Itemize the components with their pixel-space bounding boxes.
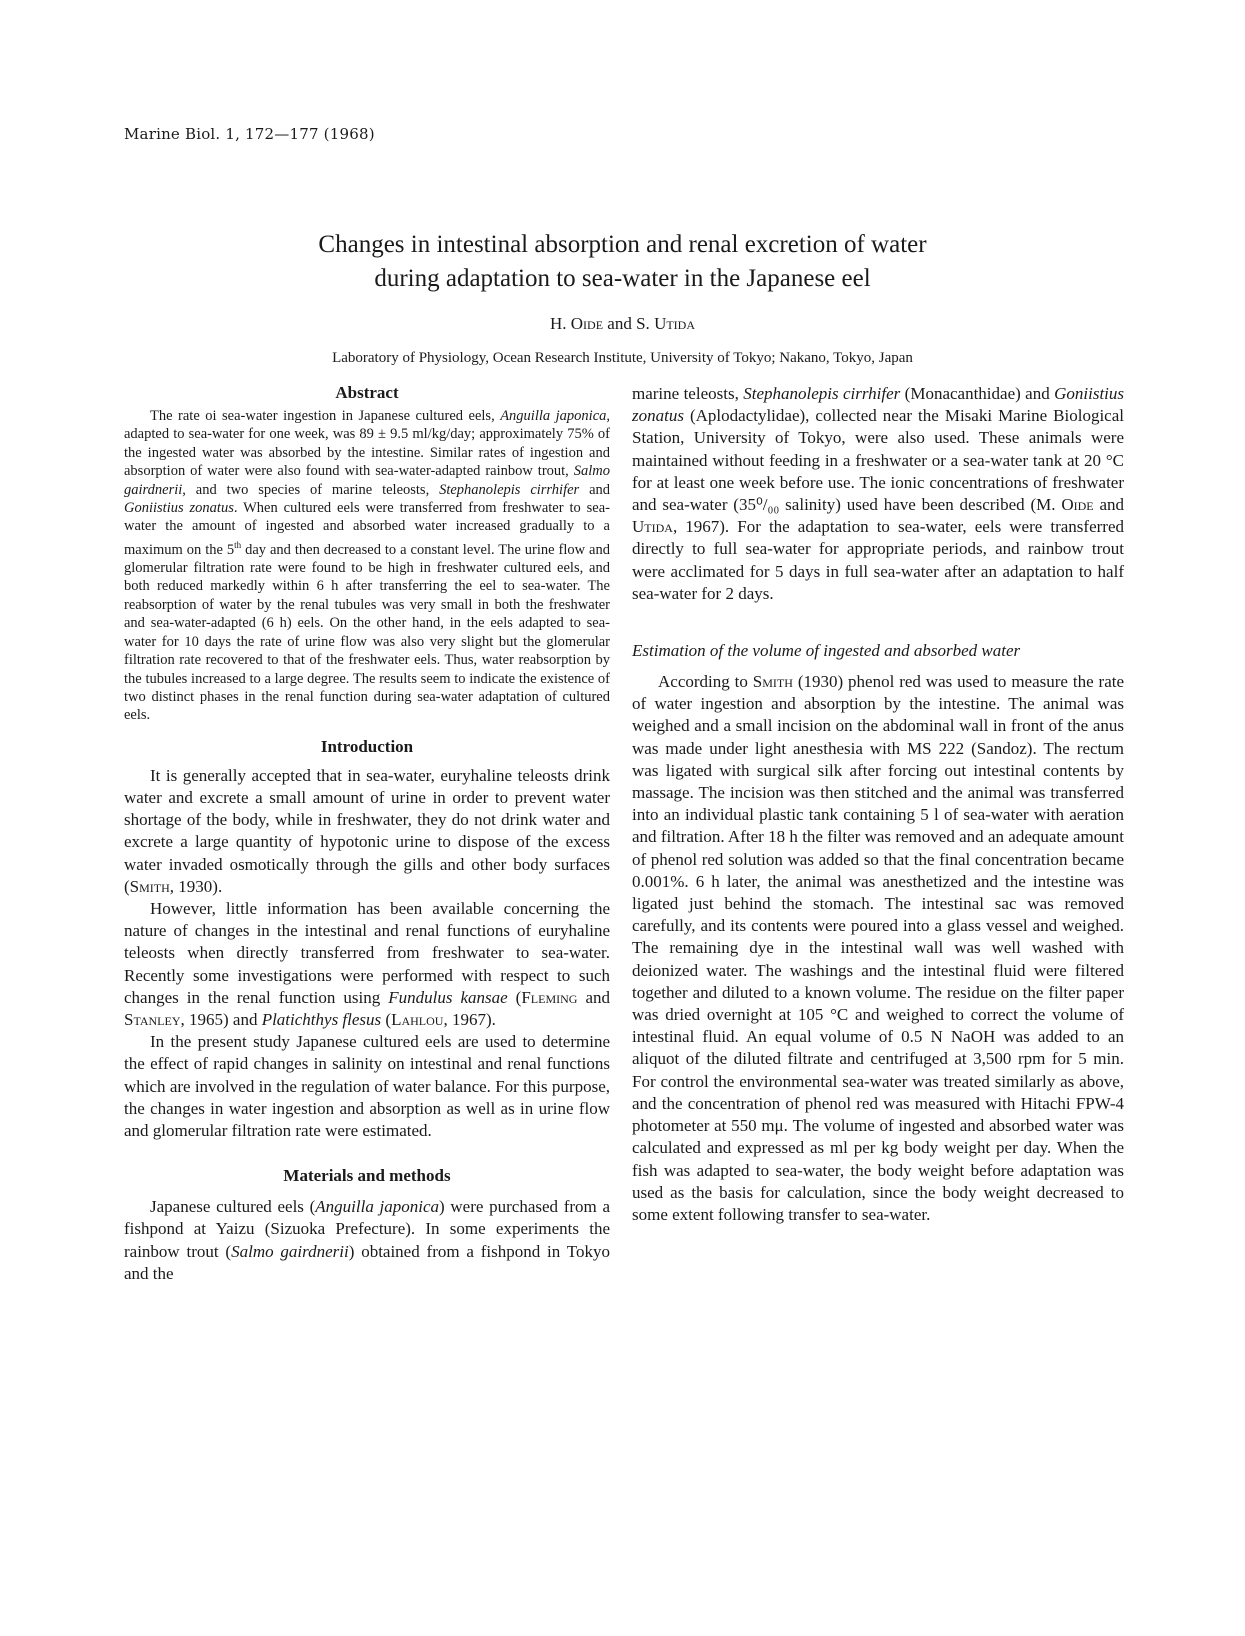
methods-paragraph-1: Japanese cultured eels (Anguilla japonica) were purchased from a fishpond at Yaizu (Sizuoka Prefecture). In some experiments the rainbow trout (Salmo gairdnerii) obtained from a fishpond in Tokyo and the <box>124 1197 611 1283</box>
materials-continuation: marine teleosts, Stephanolepis cirrhifer (Monacanthidae) and Goniistius zonatus (Aplodactylidae), collected near the Misaki Marine Biological Station, University of Tokyo, were also used. These animals were maintained without feeding in a freshwater or a sea-water tank at 20 °C for at least one week before use. The ionic concentrations of freshwater and sea-water (35⁰/₀₀ salinity) used have been described (M. Oide and Utida, 1967). For the adaptation to sea-water, eels were transferred directly to full sea-water for appropriate periods, and rainbow trout were acclimated for 5 days in full sea-water after an adaptation to half sea-water for 2 days. <box>632 384 1125 603</box>
author-1-initial: H. <box>549 314 567 333</box>
left-column <box>124 383 610 1285</box>
abstract-text: The rate oi sea-water ingestion in Japanese cultured eels, Anguilla japonica, adapted to sea-water for one week, was 89 ± 9.5 ml/kg/day; approximately 75% of the ingested water was absorbed by the intestine. Similar rates of ingestion and absorption of water were also found with sea-water-adapted rainbow trout, Salmo gairdnerii, and two species of marine teleosts, Stephanolepis cirrhifer and Goniistius zonatus. When cultured eels were transferred from freshwater to sea-water the amount of ingested and absorbed water increased gradually to a maximum on the 5th day and then decreased to a constant level. The urine flow and glomerular filtration rate were found to be high in freshwater cultured eels, and both reduced markedly within 6 h after transferring the eel to sea-water. The reabsorption of water by the renal tubules was very small in both the freshwater and sea-water-adapted (6 h) eels. On the other hand, in the eels adapted to sea-water for 10 days the rate of urine flow was also very slight but the glomerular filtration rate recovered to that of the freshwater eels. Thus, water reabsorption by the tubules increased to a large degree. The results seem to indicate the existence of two distinct phases in the renal function during sea-water adaptation of cultured eels. <box>124 408 611 724</box>
journal-reference: Marine Biol. 1, 172—177 (1968) <box>124 125 375 143</box>
author-1-name: Oide <box>570 314 604 333</box>
estimation-paragraph: According to Smith (1930) phenol red was used to measure the rate of water ingestion and absorption by the intestine. The animal was weighed and a small incision on the abdominal wall in front of the anus was made under light anesthesia with MS 222 (Sandoz). The rectum was ligated with surgical silk after forcing out intestinal contents by massage. The incision was then stitched and the animal was transferred into an individual plastic tank containing 5 l of sea-water with aeration and filtration. After 18 h the filter was removed and an adequate amount of phenol red solution was added so that the final concentration became 0.001%. 6 h later, the animal was anesthetized and the intestine was ligated just behind the stomach. The intestinal sac was removed carefully, and its contents were poured into a glass vessel and weighed. The remaining dye in the intestinal wall was well washed with deionized water. The washings and the intestinal fluid were filtered together and diluted to a known volume. The residue on the filter paper was dried overnight at 105 °C and weighed to correct the volume of intestinal fluid. An equal volume of 0.5 N NaOH was added to an aliquot of the diluted filtrate and centrifuged at 3,500 rpm for 5 min. For control the environmental sea-water was treated similarly as above, and the concentration of phenol red was measured with Hitachi FPW-4 photometer at 550 mμ. The volume of ingested and absorbed water was calculated and expressed as ml per kg body weight per day. When the fish was adapted to sea-water, the body weight before adaptation was used as the basis for calculation, since the body weight decreased to some extent following transfer to sea-water. <box>632 672 1125 1224</box>
author-2-name: Utida <box>654 314 695 333</box>
introduction-paragraph-2: However, little information has been available concerning the nature of changes in the intestinal and renal functions of euryhaline teleosts when directly transferred from freshwater to sea-water. Recently some investigations were performed with respect to such changes in the renal function using Fundulus kansae (Fleming and Stanley, 1965) and Platichthys flesus (Lahlou, 1967). <box>124 898 610 1029</box>
authors-and: and <box>607 314 632 333</box>
estimation-subheading: Estimation of the volume of ingested and absorbed water <box>632 641 1021 661</box>
introduction-paragraph-3: In the present study Japanese cultured eels are used to determine the effect of rapid changes in salinity on intestinal and renal functions which are involved in the regulation of water balance. For this purpose, the changes in water ingestion and absorption as well as in urine flow and glomerular filtration rate were estimated. <box>124 1032 610 1140</box>
article-title <box>60 228 1185 296</box>
introduction-paragraph-1: It is generally accepted that in sea-water, euryhaline teleosts drink water and excrete a small amount of urine in order to prevent water shortage of the body, while in freshwater, they do not drink water and excrete a large quantity of hypotonic urine to dispose of the excess water invaded osmotically through the gills and other body surfaces (Smith, 1930). <box>124 765 610 896</box>
methods-heading: Materials and methods <box>283 1166 451 1186</box>
abstract-heading: Abstract <box>335 383 399 402</box>
introduction-heading: Introduction <box>320 736 414 756</box>
affiliation: Laboratory of Physiology, Ocean Research Institute, University of Tokyo; Nakano, Tokyo, Japan <box>332 350 913 366</box>
right-column <box>632 383 1124 1226</box>
authors <box>0 314 1245 334</box>
title-line-2: during adaptation to sea-water in the Japanese eel <box>374 265 871 292</box>
author-2-initial: S. <box>636 314 650 333</box>
title-line-1: Changes in intestinal absorption and renal excretion of water <box>318 231 927 258</box>
